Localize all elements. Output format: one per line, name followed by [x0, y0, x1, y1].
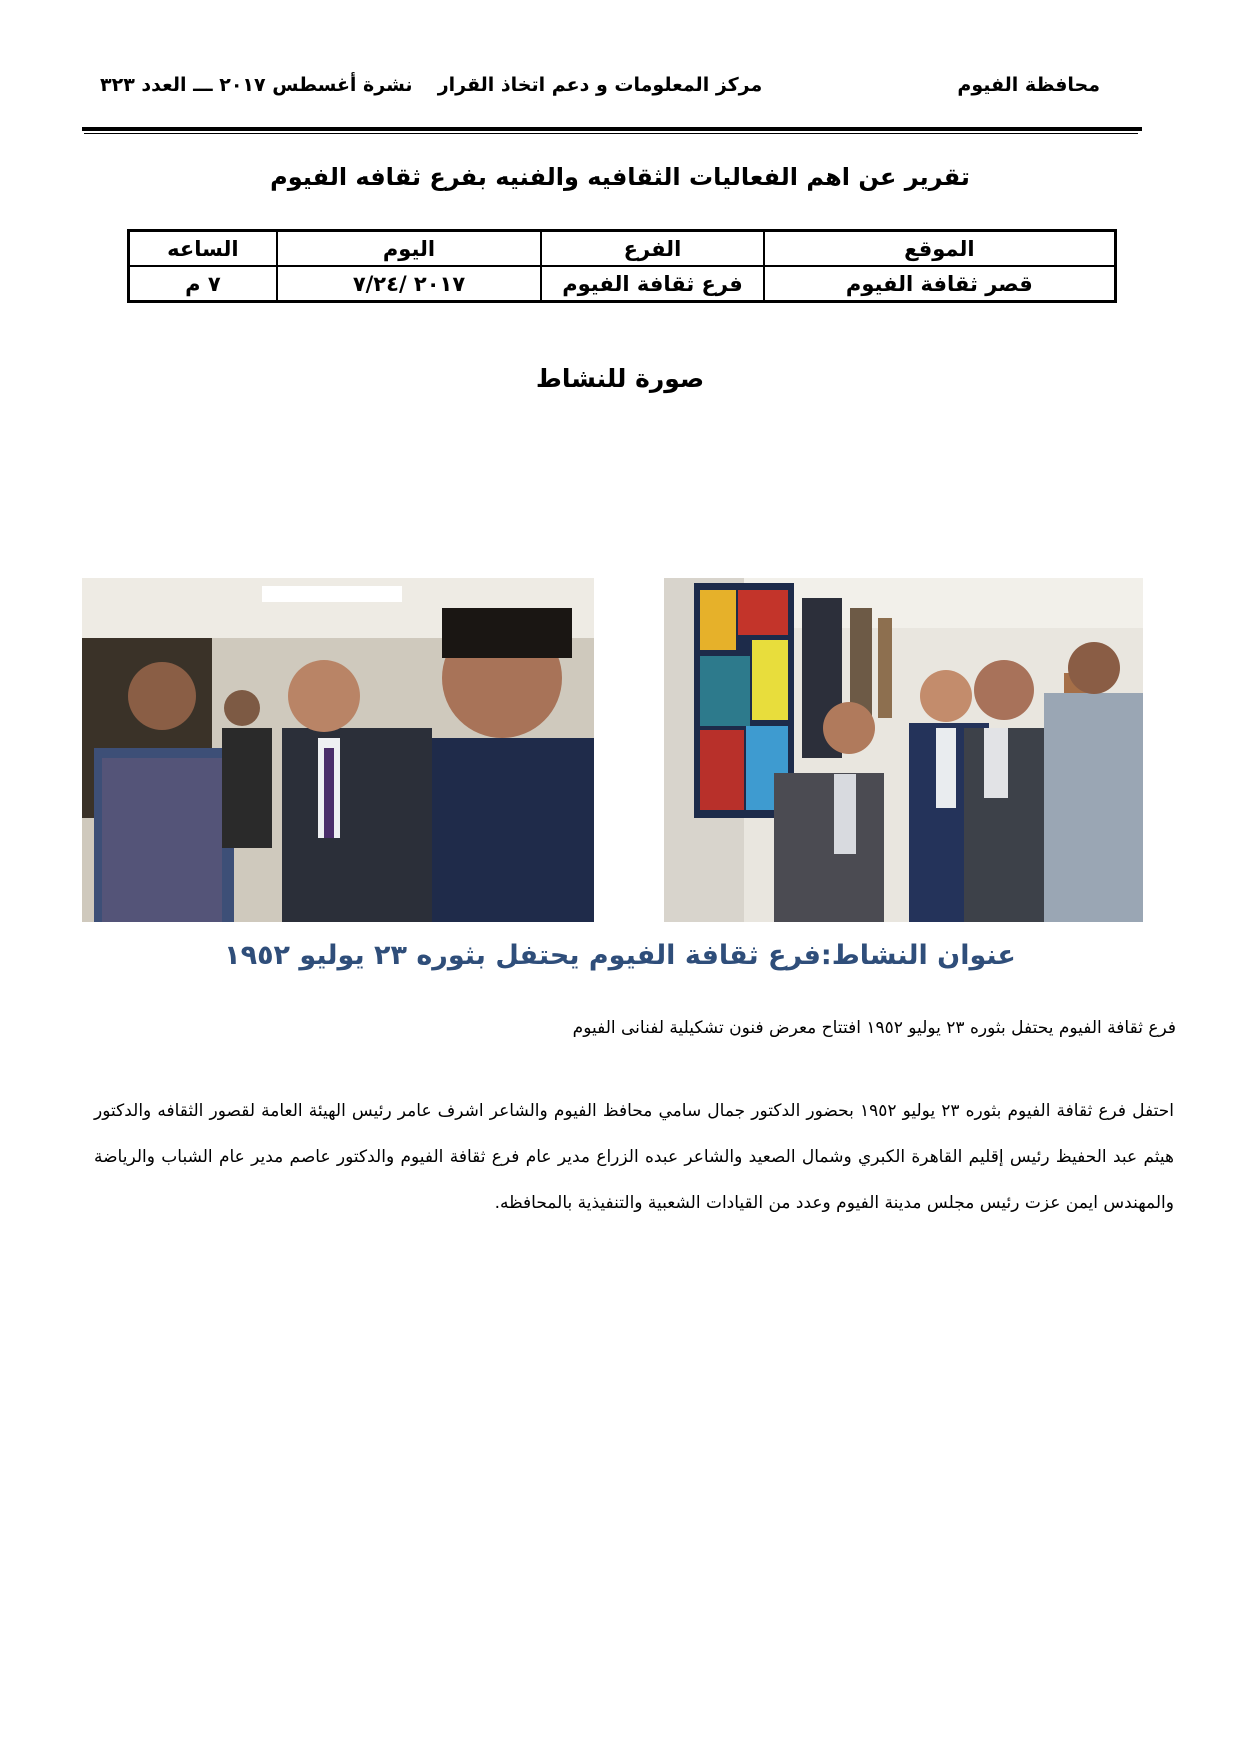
cell-location: قصر ثقافة الفيوم [764, 266, 1116, 302]
activity-photo-visitors [82, 578, 594, 922]
header-day: اليوم [277, 231, 541, 267]
cell-day: ٢٠١٧ /٧/٢٤ [277, 266, 541, 302]
table-row [129, 266, 1116, 302]
header-center-name: مركز المعلومات و دعم اتخاذ القرار [437, 74, 763, 96]
header-divider [82, 127, 1142, 131]
header-hour: الساعه [129, 231, 277, 267]
page-header [80, 74, 1120, 104]
event-info-table [127, 229, 1117, 303]
cell-hour: ٧ م [129, 266, 277, 302]
header-location: الموقع [764, 231, 1116, 267]
photos-heading: صورة للنشاط [535, 364, 705, 393]
activity-description: احتفل فرع ثقافة الفيوم بثوره ٢٣ يوليو ١٩٥٢ بحضور الدكتور جمال سامي محافظ الفيوم والشاعر اشرف عامر رئيس الهيئة العامة لقصور الثقافه والدكتور هيثم عبد الحفيظ رئيس إقليم القاهرة الكبري وشمال الصعيد والشاعر عبده الزراع مدير عام فرع ثقافة الفيوم والدكتور عاصم مدير عام الشباب والرياضة والمهندس ايمن عزت رئيس مجلس مدينة الفيوم وعدد من القيادات الشعبية والتنفيذية بالمحافظه. [94, 1101, 1174, 1213]
activity-photo-gallery [664, 578, 1143, 922]
activity-summary: فرع ثقافة الفيوم يحتفل بثوره ٢٣ يوليو ١٩٥٢ افتتاح معرض فنون تشكيلية لفنانى الفيوم [572, 1018, 1176, 1038]
header-governorate: محافظة الفيوم [957, 74, 1100, 96]
table-header-row [129, 231, 1116, 267]
header-divider-thin [84, 133, 1138, 134]
cell-branch: فرع ثقافة الفيوم [541, 266, 763, 302]
report-title: تقرير عن اهم الفعاليات الثقافيه والفنيه بفرع ثقافه الفيوم [270, 163, 970, 191]
header-issue: نشرة أغسطس ٢٠١٧ ـــ العدد ٣٢٣ [100, 74, 413, 96]
activity-title: عنوان النشاط:فرع ثقافة الفيوم يحتفل بثوره ٢٣ يوليو ١٩٥٢ [224, 940, 1016, 971]
header-branch: الفرع [541, 231, 763, 267]
